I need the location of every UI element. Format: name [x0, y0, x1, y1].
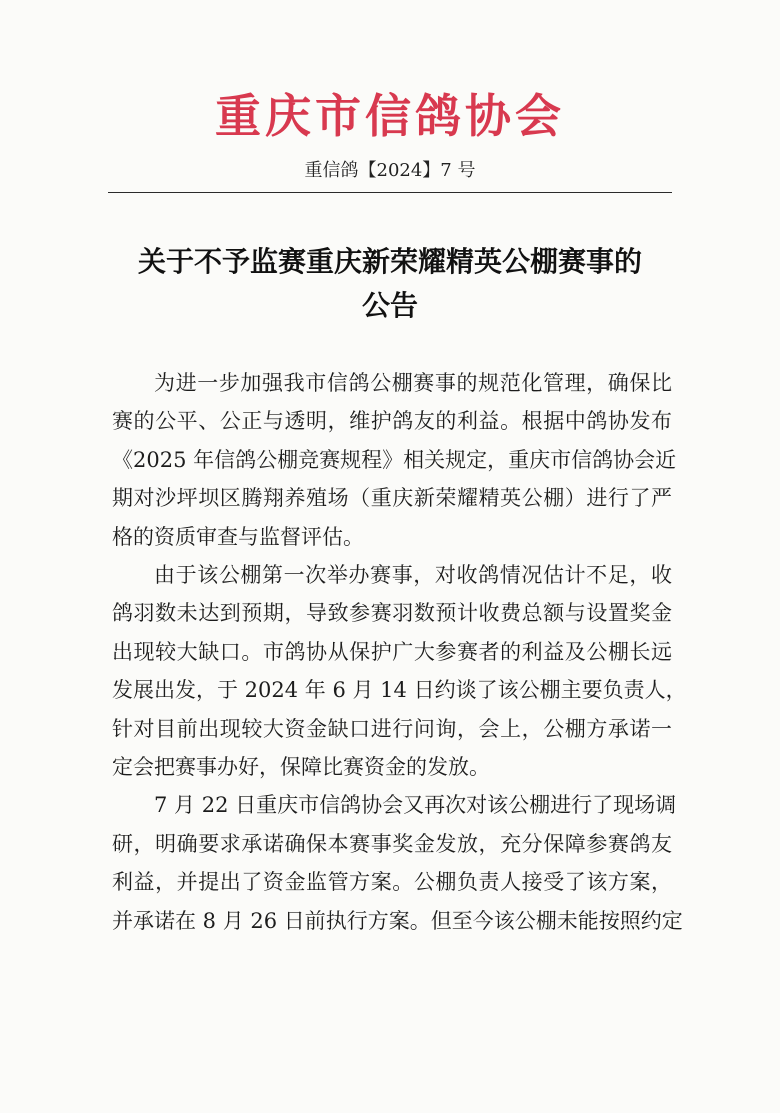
- body-line: 发展出发，于 2024 年 6 月 14 日约谈了该公棚主要负责人，: [112, 678, 687, 703]
- body-line: 并承诺在 8 月 26 日前执行方案。但至今该公棚未能按照约定: [112, 908, 683, 933]
- doc-number: 重信鸽【2024】7 号: [304, 160, 476, 181]
- body-line: 出现较大缺口。市鸽协从保护广大参赛者的利益及公棚长远: [112, 639, 672, 664]
- body-line: 由于该公棚第一次举办赛事，对收鸽情况估计不足，收: [154, 563, 672, 588]
- notice-title-line: 公告: [361, 289, 418, 322]
- org-name: 重庆市信鸽协会: [215, 89, 565, 143]
- notice-body: [112, 364, 687, 940]
- body-line: 利益，并提出了资金监管方案。公棚负责人接受了该方案，: [112, 870, 672, 895]
- notice-title-line: 关于不予监赛重庆新荣耀精英公棚赛事的: [137, 245, 642, 278]
- body-line: 7 月 22 日重庆市信鸽协会又再次对该公棚进行了现场调: [154, 793, 677, 818]
- body-line: 格的资质审查与监督评估。: [112, 524, 364, 549]
- body-line: 针对目前出现较大资金缺口进行问询，会上，公棚方承诺一: [112, 716, 672, 741]
- body-line: 为进一步加强我市信鸽公棚赛事的规范化管理，确保比: [154, 371, 672, 395]
- body-line: 定会把赛事办好，保障比赛资金的发放。: [112, 755, 490, 780]
- header-divider: [108, 192, 672, 193]
- body-paragraph: [112, 786, 683, 940]
- body-line: 《2025 年信鸽公棚竞赛规程》相关规定，重庆市信鸽协会近: [112, 447, 677, 472]
- notice-title: [0, 240, 780, 328]
- body-line: 赛的公平、公正与透明，维护鸽友的利益。根据中鸽协发布: [112, 409, 672, 434]
- body-line: 研，明确要求承诺确保本赛事奖金发放，充分保障参赛鸽友: [112, 831, 672, 856]
- body-line: 鸽羽数未达到预期，导致参赛羽数预计收费总额与设置奖金: [112, 601, 672, 626]
- body-paragraph: [112, 556, 687, 786]
- body-paragraph: [112, 364, 677, 556]
- body-line: 期对沙坪坝区腾翔养殖场（重庆新荣耀精英公棚）进行了严: [112, 486, 672, 511]
